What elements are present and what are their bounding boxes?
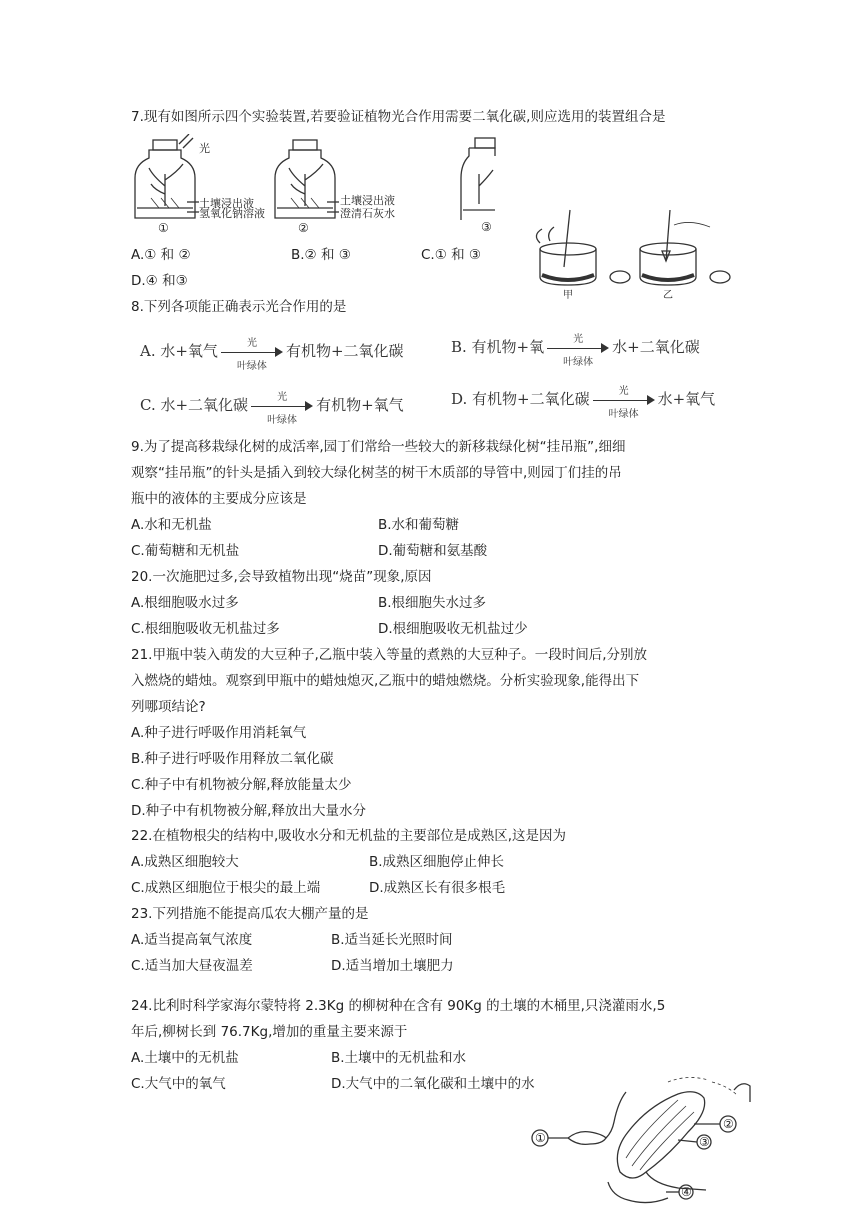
q20-option-c[interactable]: C.根细胞吸收无机盐过多 bbox=[131, 621, 280, 637]
q9-option-d[interactable]: D.葡萄糖和氨基酸 bbox=[378, 543, 488, 559]
q24-stem-line-1: 24.比利时科学家海尔蒙特将 2.3Kg 的柳树种在含有 90Kg 的土壤的木桶里,只浇灌雨水,5 bbox=[131, 998, 666, 1014]
q21-option-d[interactable]: D.种子中有机物被分解,释放出大量水分 bbox=[131, 803, 366, 819]
arrow-icon: 光 叶绿体 bbox=[251, 397, 313, 415]
q7-option-d[interactable]: D.④ 和③ bbox=[131, 273, 188, 289]
q8-option-a[interactable] bbox=[140, 338, 404, 372]
fig-marker-1: ① bbox=[535, 1131, 546, 1145]
apparatus-3 bbox=[461, 138, 495, 220]
soil-extract-label-2: 土壤浸出液 bbox=[340, 194, 395, 207]
arrow-icon: 光 叶绿体 bbox=[593, 391, 655, 409]
q8-d-reactants: D. 有机物+二氧化碳 bbox=[451, 390, 590, 408]
soil-extract-label-1: 土壤浸出液 bbox=[199, 197, 254, 210]
q20-option-d[interactable]: D.根细胞吸收无机盐过少 bbox=[378, 621, 528, 637]
q24-option-a[interactable]: A.土壤中的无机盐 bbox=[131, 1050, 239, 1066]
q8-stem: 8.下列各项能正确表示光合作用的是 bbox=[131, 299, 347, 315]
q20-option-b[interactable]: B.根细胞失水过多 bbox=[378, 595, 487, 611]
q24-option-d[interactable]: D.大气中的二氧化碳和土壤中的水 bbox=[331, 1076, 535, 1092]
q8-c-products: 有机物+氧气 bbox=[316, 396, 404, 414]
q9-stem-line-2: 观察“挂吊瓶”的针头是插入到较大绿化树茎的树干木质部的导管中,则园丁们挂的吊 bbox=[131, 465, 622, 481]
apparatus-2 bbox=[275, 140, 335, 218]
q8-a-reactants: A. 水+氧气 bbox=[140, 342, 218, 360]
q8-d-products: 水+氧气 bbox=[657, 390, 716, 408]
q9-stem-line-1: 9.为了提高移栽绿化树的成活率,园丁们常给一些较大的新移栽绿化树“挂吊瓶”,细细 bbox=[131, 439, 626, 455]
q21-option-c[interactable]: C.种子中有机物被分解,释放能量太少 bbox=[131, 777, 352, 793]
q8-c-reactants: C. 水+二氧化碳 bbox=[140, 396, 249, 414]
q23-stem: 23.下列措施不能提高瓜农大棚产量的是 bbox=[131, 906, 369, 922]
q23-option-a[interactable]: A.适当提高氧气浓度 bbox=[131, 932, 253, 948]
q23-option-b[interactable]: B.适当延长光照时间 bbox=[331, 932, 453, 948]
q24-stem-line-2: 年后,柳树长到 76.7Kg,增加的重量主要来源于 bbox=[131, 1024, 408, 1040]
arrow-icon: 光 叶绿体 bbox=[221, 343, 283, 361]
q7-apparatus-figure bbox=[131, 134, 501, 234]
limewater-label: 澄清石灰水 bbox=[340, 207, 395, 220]
fig-marker-4: ④ bbox=[681, 1185, 692, 1199]
fig-marker-2: ② bbox=[723, 1117, 734, 1131]
q20-option-a[interactable]: A.根细胞吸水过多 bbox=[131, 595, 239, 611]
q9-option-c[interactable]: C.葡萄糖和无机盐 bbox=[131, 543, 240, 559]
q7-stem: 7.现有如图所示四个实验装置,若要验证植物光合作用需要二氧化碳,则应选用的装置组合是 bbox=[131, 109, 666, 125]
q21-stem-line-3: 列哪项结论? bbox=[131, 699, 206, 715]
flower-structure-figure bbox=[528, 1072, 768, 1212]
q21-option-a[interactable]: A.种子进行呼吸作用消耗氧气 bbox=[131, 725, 307, 741]
q24-option-c[interactable]: C.大气中的氧气 bbox=[131, 1076, 226, 1092]
arrow-icon: 光 叶绿体 bbox=[547, 339, 609, 357]
q7-option-b[interactable]: B.② 和 ③ bbox=[291, 247, 351, 263]
q23-option-d[interactable]: D.适当增加土壤肥力 bbox=[331, 958, 454, 974]
q8-option-c[interactable] bbox=[140, 392, 404, 426]
q9-stem-line-3: 瓶中的液体的主要成分应该是 bbox=[131, 491, 307, 507]
q9-option-b[interactable]: B.水和葡萄糖 bbox=[378, 517, 460, 533]
q7-option-c[interactable]: C.① 和 ③ bbox=[421, 247, 482, 263]
q8-b-reactants: B. 有机物+氧 bbox=[451, 338, 545, 356]
q8-option-d[interactable] bbox=[451, 386, 716, 420]
q21-stem-line-2: 入燃烧的蜡烛。观察到甲瓶中的蜡烛熄灭,乙瓶中的蜡烛燃烧。分析实验现象,能得出下 bbox=[131, 673, 640, 689]
q23-option-c[interactable]: C.适当加大昼夜温差 bbox=[131, 958, 253, 974]
apparatus-1 bbox=[135, 134, 195, 218]
q20-stem: 20.一次施肥过多,会导致植物出现“烧苗”现象,原因 bbox=[131, 569, 432, 585]
q8-b-products: 水+二氧化碳 bbox=[612, 338, 700, 356]
naoh-label: 氢氧化钠溶液 bbox=[199, 207, 265, 220]
q8-a-products: 有机物+二氧化碳 bbox=[285, 342, 404, 360]
apparatus-1-number: ① bbox=[158, 221, 169, 235]
q22-stem: 22.在植物根尖的结构中,吸收水分和无机盐的主要部位是成熟区,这是因为 bbox=[131, 828, 567, 844]
light-label: 光 bbox=[199, 142, 210, 155]
q22-option-b[interactable]: B.成熟区细胞停止伸长 bbox=[369, 854, 505, 870]
q22-option-c[interactable]: C.成熟区细胞位于根尖的最上端 bbox=[131, 880, 321, 896]
jar-jia-label: 甲 bbox=[563, 290, 573, 301]
q8-option-b[interactable] bbox=[451, 334, 700, 368]
q7-option-a[interactable]: A.① 和 ② bbox=[131, 247, 191, 263]
candle-jars-figure bbox=[520, 205, 740, 300]
apparatus-3-number: ③ bbox=[481, 220, 492, 234]
q22-option-a[interactable]: A.成熟区细胞较大 bbox=[131, 854, 239, 870]
q22-option-d[interactable]: D.成熟区长有很多根毛 bbox=[369, 880, 506, 896]
q24-option-b[interactable]: B.土壤中的无机盐和水 bbox=[331, 1050, 467, 1066]
fig-marker-3: ③ bbox=[699, 1135, 710, 1149]
apparatus-2-number: ② bbox=[298, 221, 309, 235]
q9-option-a[interactable]: A.水和无机盐 bbox=[131, 517, 212, 533]
q21-stem-line-1: 21.甲瓶中装入萌发的大豆种子,乙瓶中装入等量的煮熟的大豆种子。一段时间后,分别放 bbox=[131, 647, 648, 663]
jar-yi-label: 乙 bbox=[663, 290, 673, 301]
q21-option-b[interactable]: B.种子进行呼吸作用释放二氧化碳 bbox=[131, 751, 334, 767]
